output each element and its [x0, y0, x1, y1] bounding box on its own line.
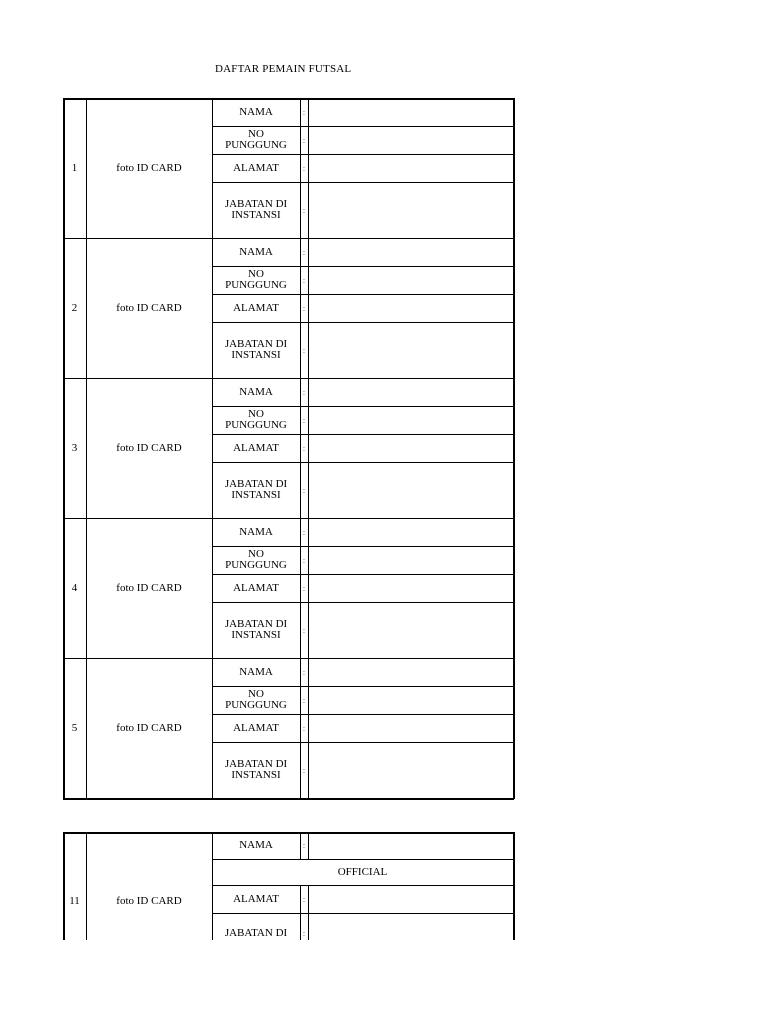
colon-separator: : [302, 387, 306, 397]
grid-line-vertical [86, 832, 87, 940]
field-value-nama[interactable] [308, 238, 513, 266]
grid-line-horizontal [212, 266, 513, 267]
field-value-jabatan[interactable] [308, 182, 513, 238]
grid-line-horizontal [212, 885, 513, 886]
field-value-alamat[interactable] [308, 574, 513, 602]
field-label-jabatan: JABATAN DI INSTANSI [224, 338, 288, 361]
grid-line-horizontal [212, 686, 513, 687]
field-label-jabatan: JABATAN DI INSTANSI [224, 198, 288, 221]
colon-separator: : [302, 415, 306, 425]
field-value-alamat[interactable] [308, 885, 513, 913]
colon-separator: : [302, 205, 306, 215]
field-value-nama[interactable] [308, 98, 513, 126]
photo-placeholder: foto ID CARD [116, 721, 182, 734]
photo-placeholder: foto ID CARD [116, 441, 182, 454]
colon-separator: : [302, 107, 306, 117]
field-value-no-punggung[interactable] [308, 406, 513, 434]
grid-line-vertical [63, 832, 65, 940]
grid-line-horizontal [63, 98, 514, 100]
document-title: DAFTAR PEMAIN FUTSAL [215, 63, 352, 75]
field-label-alamat: ALAMAT [233, 301, 279, 314]
field-value-alamat[interactable] [308, 714, 513, 742]
colon-separator: : [302, 247, 306, 257]
field-label-nama: NAMA [239, 385, 273, 398]
field-value-alamat[interactable] [308, 294, 513, 322]
grid-line-horizontal [212, 574, 513, 575]
grid-line-horizontal [212, 546, 513, 547]
colon-separator: : [302, 135, 306, 145]
field-label-alamat: ALAMAT [233, 161, 279, 174]
grid-line-horizontal [63, 518, 513, 519]
grid-line-horizontal [212, 913, 513, 914]
colon-separator: : [302, 163, 306, 173]
grid-line-horizontal [212, 126, 513, 127]
grid-line-vertical [300, 885, 301, 940]
field-label-alamat: ALAMAT [233, 581, 279, 594]
grid-line-horizontal [212, 742, 513, 743]
field-value-no-punggung[interactable] [308, 686, 513, 714]
field-value-nama[interactable] [308, 518, 513, 546]
field-value-alamat[interactable] [308, 434, 513, 462]
grid-line-horizontal [212, 322, 513, 323]
grid-line-horizontal [212, 182, 513, 183]
player-number: 2 [71, 301, 78, 314]
grid-line-horizontal [63, 798, 514, 800]
field-value-jabatan[interactable] [308, 742, 513, 798]
colon-separator: : [302, 765, 306, 775]
field-label-alamat: ALAMAT [233, 721, 279, 734]
field-label-alamat: ALAMAT [233, 441, 279, 454]
colon-separator: : [302, 443, 306, 453]
grid-line-horizontal [63, 378, 513, 379]
field-value-jabatan[interactable] [308, 462, 513, 518]
grid-line-vertical [300, 832, 301, 859]
official-number: 11 [69, 894, 80, 907]
field-value-nama[interactable] [308, 832, 513, 859]
grid-line-horizontal [212, 406, 513, 407]
grid-line-vertical [513, 98, 515, 799]
player-number: 5 [71, 721, 78, 734]
field-value-jabatan[interactable] [308, 602, 513, 658]
colon-separator: : [302, 303, 306, 313]
field-label-alamat: ALAMAT [233, 892, 279, 905]
field-label-no-punggung: NO PUNGGUNG [225, 408, 287, 431]
field-label-jabatan: JABATAN DI INSTANSI [224, 758, 288, 781]
field-label-nama: NAMA [239, 839, 273, 851]
colon-separator: : [302, 485, 306, 495]
grid-line-horizontal [63, 658, 513, 659]
field-label-jabatan: JABATAN DI INSTANSI [224, 478, 288, 501]
colon-separator: : [302, 555, 306, 565]
field-value-nama[interactable] [308, 378, 513, 406]
grid-line-vertical [86, 98, 87, 798]
field-label-no-punggung: NO PUNGGUNG [225, 548, 287, 571]
colon-separator: : [302, 723, 306, 733]
field-label-nama: NAMA [239, 525, 273, 538]
field-value-jabatan[interactable] [308, 322, 513, 378]
colon-separator: : [302, 841, 306, 850]
field-label-jabatan: JABATAN DI [224, 927, 288, 939]
photo-placeholder: foto ID CARD [116, 581, 182, 594]
grid-line-vertical [300, 98, 301, 798]
colon-separator: : [302, 583, 306, 593]
field-value-no-punggung[interactable] [308, 266, 513, 294]
grid-line-vertical [212, 832, 213, 940]
field-label-no-punggung: NO PUNGGUNG [225, 268, 287, 291]
player-number: 1 [71, 161, 78, 174]
colon-separator: : [302, 345, 306, 355]
colon-separator: : [302, 667, 306, 677]
field-label-no-punggung: NO PUNGGUNG [225, 688, 287, 711]
field-label-jabatan: JABATAN DI INSTANSI [224, 618, 288, 641]
photo-placeholder: foto ID CARD [116, 161, 182, 174]
colon-separator: : [302, 929, 306, 938]
colon-separator: : [302, 527, 306, 537]
grid-line-vertical [212, 98, 213, 798]
player-number: 4 [71, 581, 78, 594]
colon-separator: : [302, 894, 306, 904]
grid-line-horizontal [63, 832, 514, 834]
grid-line-horizontal [212, 602, 513, 603]
grid-line-vertical [308, 885, 309, 940]
colon-separator: : [302, 695, 306, 705]
grid-line-horizontal [212, 294, 513, 295]
field-label-nama: NAMA [239, 245, 273, 258]
player-number: 3 [71, 441, 78, 454]
grid-line-horizontal [63, 238, 513, 239]
official-heading: OFFICIAL [337, 865, 388, 878]
grid-line-vertical [308, 98, 309, 798]
field-label-no-punggung: NO PUNGGUNG [225, 128, 287, 151]
field-label-nama: NAMA [239, 665, 273, 678]
grid-line-horizontal [212, 462, 513, 463]
colon-separator: : [302, 275, 306, 285]
grid-line-horizontal [212, 434, 513, 435]
field-value-no-punggung[interactable] [308, 546, 513, 574]
grid-line-vertical [308, 832, 309, 859]
colon-separator: : [302, 625, 306, 635]
grid-line-horizontal [212, 714, 513, 715]
field-value-nama[interactable] [308, 658, 513, 686]
grid-line-vertical [63, 98, 65, 799]
photo-placeholder: foto ID CARD [116, 894, 182, 907]
grid-line-horizontal [212, 154, 513, 155]
grid-line-vertical [513, 832, 515, 940]
grid-line-horizontal [212, 859, 513, 860]
field-value-alamat[interactable] [308, 154, 513, 182]
field-value-no-punggung[interactable] [308, 126, 513, 154]
photo-placeholder: foto ID CARD [116, 301, 182, 314]
field-label-nama: NAMA [239, 105, 273, 118]
